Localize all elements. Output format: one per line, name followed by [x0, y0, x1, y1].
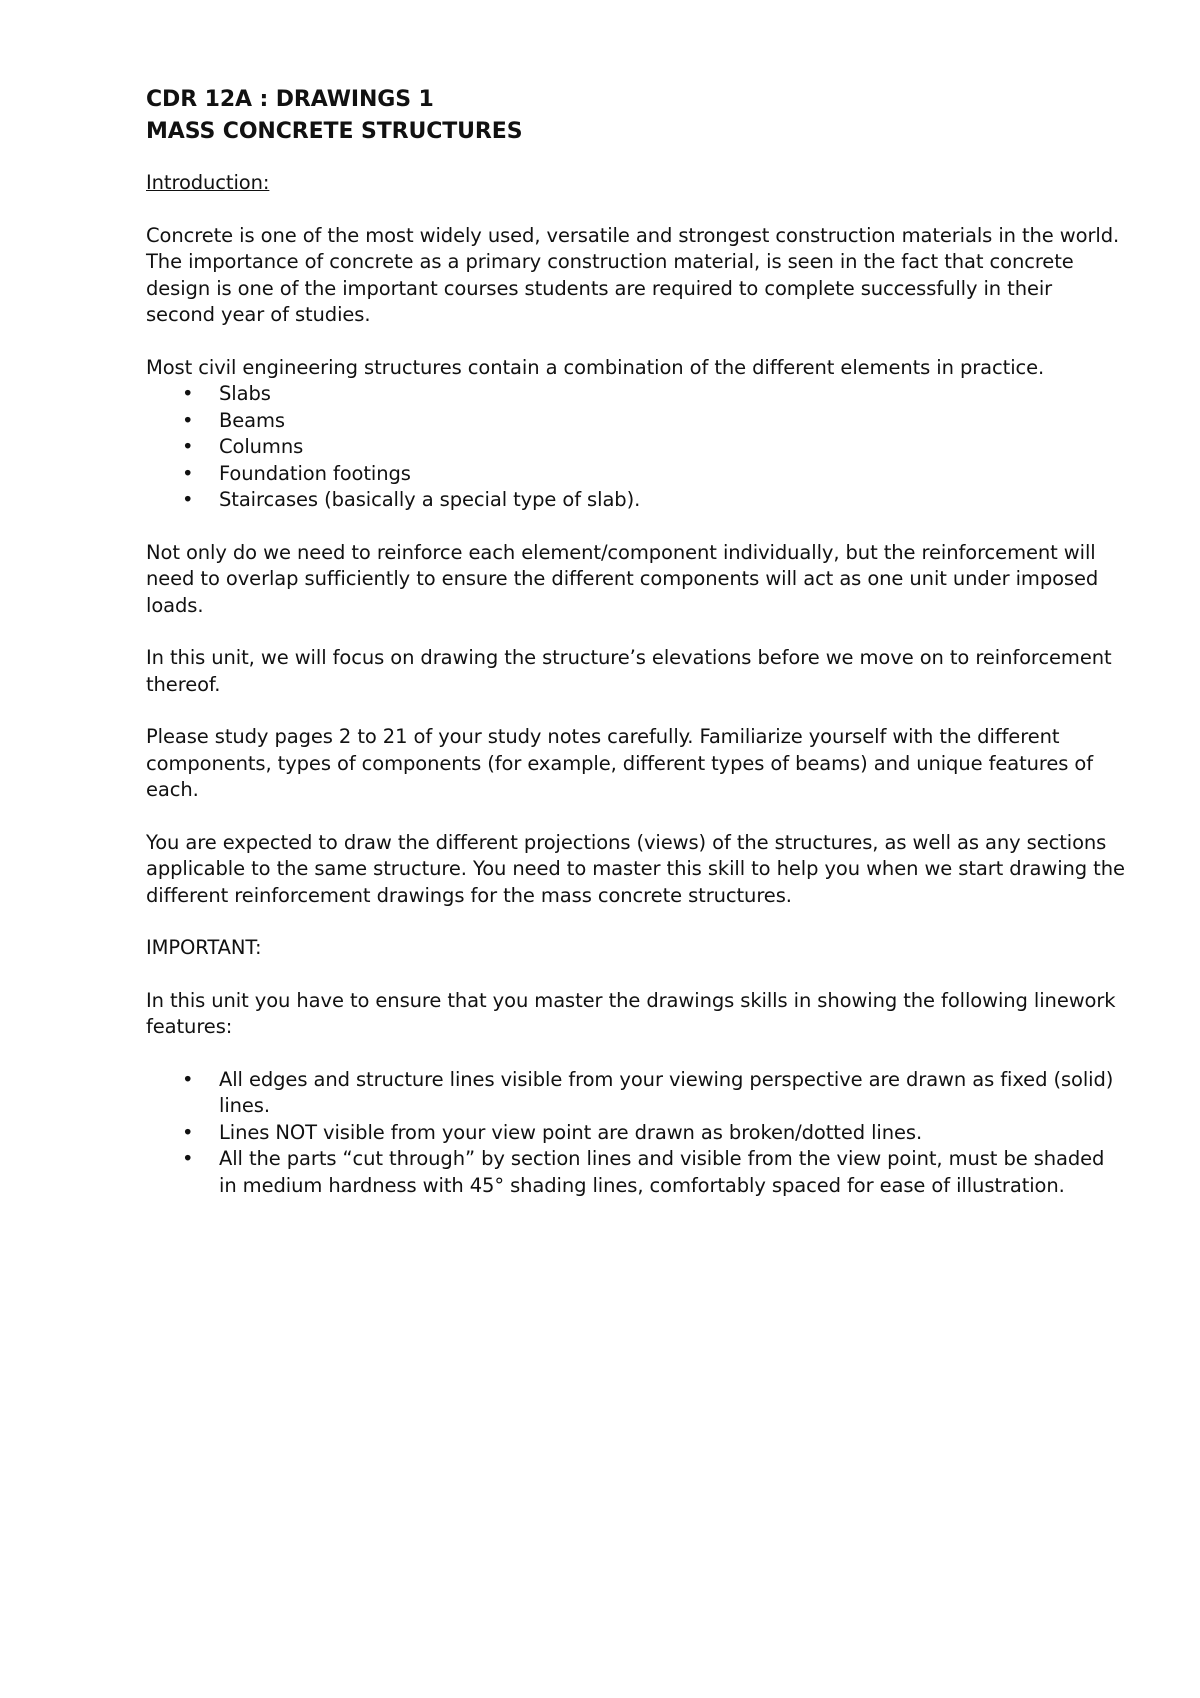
paragraph-concrete-importance: Concrete is one of the most widely used, versatile and strongest construction materials in the world. The importance of concrete as a primary construction material, is seen in the fact that concrete design is one of the important courses students are required to complete successfully in their second year of studies.	[146, 223, 1120, 326]
list-item	[146, 1146, 1126, 1199]
list-item	[146, 1120, 1126, 1147]
list-item-text: All the parts “cut through” by section lines and visible from the view point, must be shaded in medium hardness with 45° shading lines, comfortably spaced for ease of illustration.	[219, 1147, 1105, 1197]
list-item	[146, 487, 1126, 514]
bullet-icon: •	[182, 461, 194, 485]
list-item	[146, 381, 1126, 408]
important-label: IMPORTANT:	[146, 936, 262, 959]
list-item-text: Staircases (basically a special type of slab).	[219, 488, 641, 511]
document-title	[146, 84, 1126, 148]
bullet-icon: •	[182, 408, 194, 432]
bullet-icon: •	[182, 435, 194, 458]
list-item	[146, 461, 1126, 488]
list-item	[146, 434, 1126, 461]
paragraph-reinforcement-overlap: Not only do we need to reinforce each element/component individually, but the reinforcement will need to overlap sufficiently to ensure the different components will act as one unit under imposed loads.	[146, 540, 1099, 617]
bullet-icon: •	[182, 1147, 194, 1170]
title-line-course: CDR 12A : DRAWINGS 1	[146, 87, 434, 112]
paragraph-study-pages: Please study pages 2 to 21 of your study notes carefully. Familiarize yourself with the different components, types of components (for example, different types of beams) and unique features of each.	[146, 725, 1094, 801]
document-body	[146, 84, 1126, 1225]
list-item	[146, 1067, 1126, 1120]
bullet-icon: •	[182, 1120, 194, 1144]
list-item-text: All edges and structure lines visible from your viewing perspective are drawn as fixed (solid) lines.	[219, 1067, 1114, 1117]
paragraph-projections: You are expected to draw the different projections (views) of the structures, as well as any sections applicable to the same structure. You need to master this skill to help you when we start drawing the different reinforcement drawings for the mass concrete structures.	[146, 830, 1125, 907]
list-item-text: Lines NOT visible from your view point are drawn as broken/dotted lines.	[219, 1120, 923, 1144]
list-item-text: Foundation footings	[219, 461, 411, 485]
bullet-icon: •	[182, 488, 194, 511]
title-line-topic: MASS CONCRETE STRUCTURES	[146, 119, 523, 144]
list-item	[146, 408, 1126, 435]
bullet-icon: •	[182, 1067, 194, 1091]
introduction-heading: Introduction:	[146, 171, 270, 194]
paragraph-linework-intro: In this unit you have to ensure that you master the drawings skills in showing the following linework features:	[146, 988, 1116, 1038]
paragraph-unit-focus: In this unit, we will focus on drawing the structure’s elevations before we move on to reinforcement thereof.	[146, 646, 1112, 696]
list-item-text: Beams	[219, 408, 285, 432]
list-item-text: Columns	[219, 435, 304, 458]
elements-list	[146, 381, 1126, 514]
bullet-icon: •	[182, 382, 194, 405]
paragraph-structure-elements: Most civil engineering structures contain a combination of the different elements in practice.	[146, 355, 1045, 379]
linework-list	[146, 1067, 1126, 1200]
list-item-text: Slabs	[219, 382, 271, 405]
